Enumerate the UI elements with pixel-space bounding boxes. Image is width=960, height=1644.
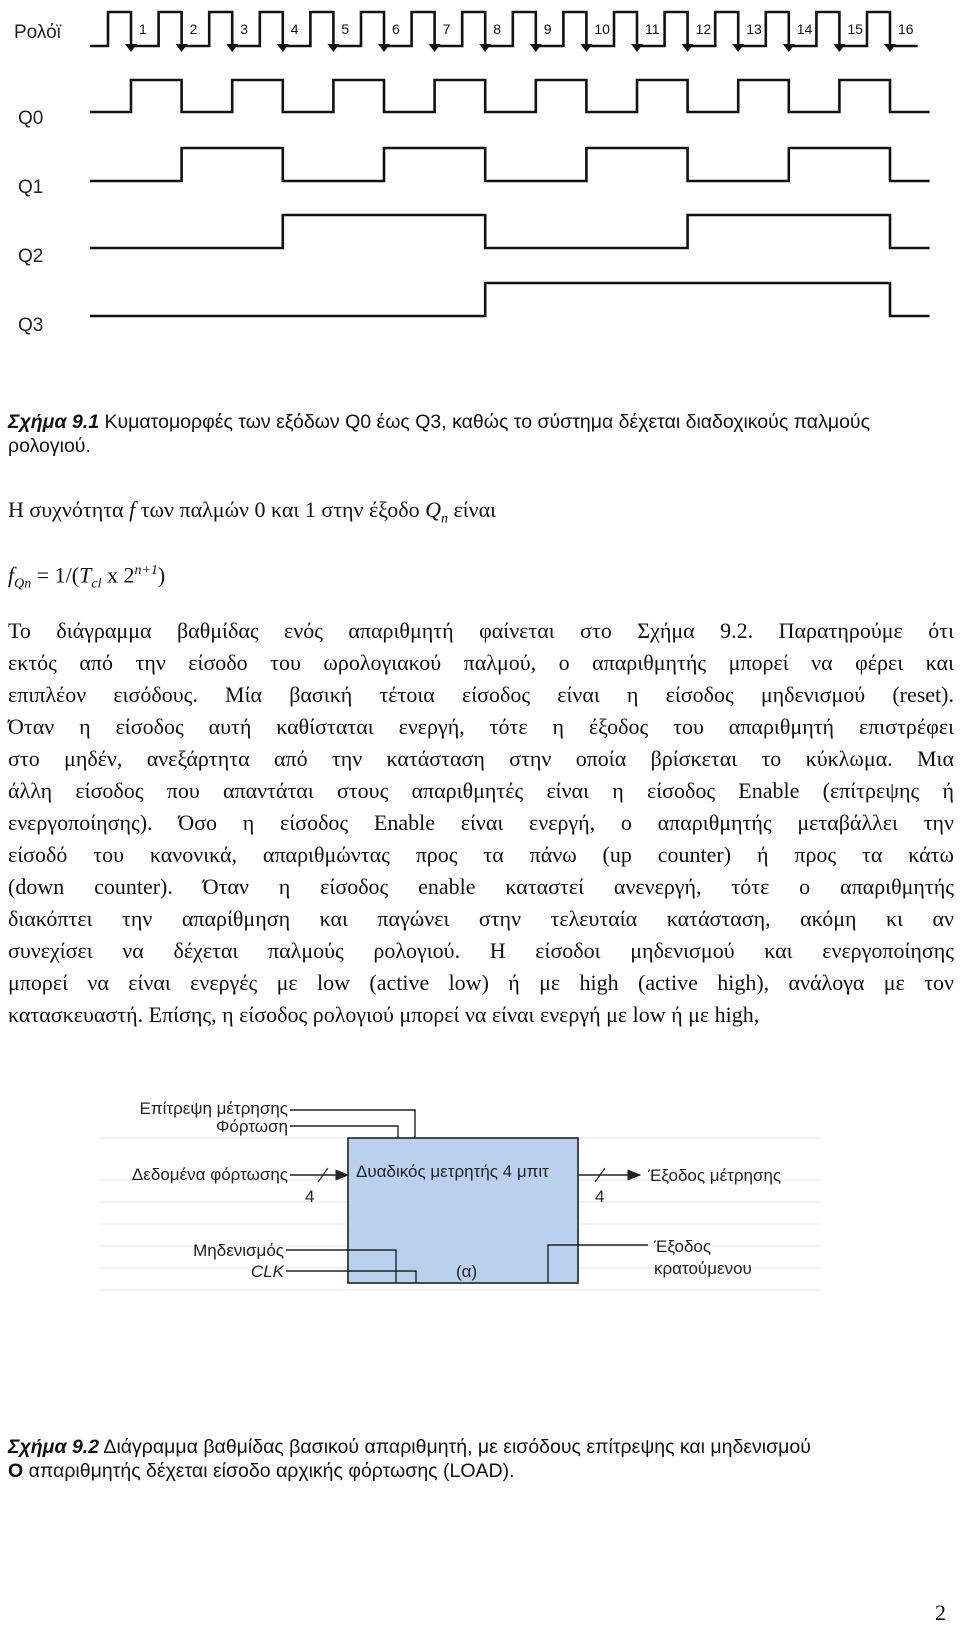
clock-pulse-number: 15	[847, 21, 863, 37]
falling-edge-arrow-icon	[277, 44, 289, 52]
paragraph-line: Όταν η είσοδος αυτή καθίσταται ενεργή, τότε η έξοδος του απαριθμητή επιστρέφει	[8, 714, 954, 739]
count-enable-label: Επίτρεψη μέτρησης	[139, 1100, 288, 1118]
formula-close: )	[157, 562, 166, 588]
q1-waveform	[90, 148, 930, 181]
figure-9-2-label: Σχήμα 9.2	[8, 1436, 100, 1458]
sub-figure-label: (α)	[456, 1262, 478, 1281]
clock-pulse-number: 3	[240, 21, 248, 37]
clock-pulse-number: 12	[695, 21, 712, 37]
load-data-label: Δεδομένα φόρτωσης	[131, 1165, 288, 1184]
freq-text-pre: Η συχνότητα	[8, 497, 130, 522]
formula-f: f	[8, 562, 15, 588]
clock-pulse-number: 13	[746, 21, 762, 37]
freq-symbol: f	[129, 497, 136, 522]
falling-edge-arrow-icon	[429, 44, 441, 52]
timing-diagram	[0, 0, 960, 350]
clock-pulses	[90, 12, 918, 46]
main-paragraph	[8, 615, 954, 1031]
q3-label: Q3	[18, 315, 44, 336]
q-symbol: Q	[425, 497, 441, 522]
clock-pulse-number: 1	[139, 21, 147, 37]
falling-edge-arrow-icon	[783, 44, 795, 52]
falling-edge-arrow-icon	[884, 44, 896, 52]
q2-waveform	[90, 215, 930, 248]
frequency-formula	[8, 555, 954, 601]
q2-label: Q2	[18, 246, 44, 267]
clock-pulse-number: 4	[290, 21, 299, 37]
frequency-sentence	[8, 494, 954, 535]
clock-pulse-number: 9	[543, 21, 552, 37]
falling-edge-arrow-icon	[378, 44, 390, 52]
load-label: Φόρτωση	[215, 1117, 288, 1136]
paragraph-line: είσοδό του κανονικά, απαριθμώντας προς τα πάνω (up counter) ή προς τα κάτω	[8, 842, 954, 867]
counter-title: Δυαδικός μετρητής 4 μπιτ	[356, 1162, 549, 1181]
formula-t: T	[79, 562, 92, 588]
figure-9-1-text: Κυματομορφές των εξόδων Q0 έως Q3, καθώς το σύστημα δέχεται διαδοχικούς παλμούς ρολογιού.	[8, 411, 870, 457]
falling-edge-arrow-icon	[682, 44, 694, 52]
falling-edge-arrow-icon	[479, 44, 491, 52]
clock-pulse-number: 11	[645, 21, 660, 37]
clock-label: Ρολόϊ	[14, 22, 61, 43]
load-line	[290, 1126, 398, 1138]
paragraph-line: Το διάγραμμα βαθμίδας ενός απαριθμητή φαίνεται στο Σχήμα 9.2. Παρατηρούμε ότι	[8, 618, 954, 643]
paragraph-line: άλλη είσοδος που απαντάται στους απαριθμητές είναι η είσοδος Enable (επίτρεψης ή	[8, 778, 954, 803]
falling-edge-arrow-icon	[732, 44, 744, 52]
figure-9-2-line2-bold: Ο	[8, 1460, 24, 1482]
paragraph-line: ενεργοποίησης). Όσο η είσοδος Enable είναι ενεργή, ο απαριθμητής μεταβάλλει την	[8, 810, 954, 835]
formula-eq: = 1/(	[31, 562, 80, 588]
formula-x: x 2	[101, 562, 135, 588]
paragraph-line: μπορεί να είναι ενεργές με low (active low) ή με high (active high), ανάλογα με τον	[8, 970, 954, 995]
figure-9-1-label: Σχήμα 9.1	[8, 411, 100, 433]
q0-label: Q0	[18, 108, 44, 129]
freq-text-mid: των παλμών 0 και 1 στην έξοδο	[135, 497, 426, 522]
paragraph-line: επιπλέον εισόδους. Μία βασική τέτοια είσοδος είναι η είσοδος μηδενισμού (reset).	[8, 682, 954, 707]
carry-out-label-2: κρατούμενου	[654, 1259, 752, 1278]
falling-edge-arrow-icon	[580, 44, 592, 52]
falling-edge-arrow-icon	[833, 44, 845, 52]
paragraph-line: εκτός από την είσοδο του ωρολογιακού παλμού, ο απαριθμητής μπορεί να φέρει και	[8, 650, 954, 675]
clock-pulse-number: 7	[442, 21, 451, 37]
reset-label: Μηδενισμός	[193, 1241, 284, 1260]
figure-9-2-text: Διάγραμμα βαθμίδας βασικού απαριθμητή, με εισόδους επίτρεψης και μηδενισμού	[99, 1436, 811, 1458]
carry-out-label-1: Έξοδος	[654, 1237, 712, 1256]
clock-pulse-number: 14	[796, 21, 813, 37]
falling-edge-arrow-icon	[327, 44, 339, 52]
clock-waveform	[90, 12, 918, 46]
clock-pulse-number: 6	[392, 21, 400, 37]
q1-label: Q1	[18, 177, 44, 198]
clock-pulse-number: 2	[189, 21, 198, 37]
clock-pulse-number: 16	[898, 21, 914, 37]
falling-edge-arrow-icon	[125, 44, 137, 52]
figure-9-1-caption	[8, 410, 954, 458]
paragraph-line: (down counter). Όταν η είσοδος enable καταστεί ανενεργή, τότε ο απαριθμητής	[8, 874, 954, 899]
formula-exponent: n+1	[134, 563, 158, 578]
clk-label: CLK	[250, 1262, 284, 1281]
falling-edge-arrow-icon	[631, 44, 643, 52]
formula-f-sub: Qn	[14, 576, 32, 592]
page-number: 2	[935, 1600, 946, 1625]
figure-9-2-caption	[8, 1435, 954, 1483]
falling-edge-arrow-icon	[176, 44, 188, 52]
clock-pulse-number: 5	[341, 21, 350, 37]
q-subscript: n	[440, 511, 448, 527]
count-enable-line	[290, 1110, 415, 1138]
paragraph-line: συνεχίσει να δέχεται παλμούς ρολογιού. Η είσοδοι μηδενισμού και ενεργοποίησης	[8, 938, 954, 963]
bus-width-out: 4	[595, 1187, 605, 1206]
paragraph-line: διακόπτει την απαρίθμηση και παγώνει στην τελευταία κατάσταση, ακόμη κι αν	[8, 906, 954, 931]
falling-edge-arrow-icon	[226, 44, 238, 52]
paragraph-line: κατασκευαστή. Επίσης, η είσοδος ρολογιού μπορεί να είναι ενεργή με low ή με high,	[8, 1002, 760, 1027]
formula-t-sub: cl	[91, 576, 102, 592]
figure-9-2-line2: απαριθμητής δέχεται είσοδο αρχικής φόρτωσης (LOAD).	[23, 1460, 515, 1482]
paragraph-line: στο μηδέν, ανεξάρτητα από την κατάσταση στην οποία βρίσκεται το κύκλωμα. Μια	[8, 746, 954, 771]
clock-pulse-numbers	[139, 21, 914, 37]
clock-pulse-number: 10	[594, 21, 610, 37]
bus-width-in: 4	[305, 1187, 315, 1206]
q3-waveform	[90, 283, 930, 316]
count-out-label: Έξοδος μέτρησης	[648, 1166, 782, 1185]
falling-edge-arrow-icon	[530, 44, 542, 52]
freq-text-post: είναι	[447, 497, 497, 522]
counter-block-diagram	[100, 1100, 840, 1365]
clock-pulse-number: 8	[493, 21, 501, 37]
q0-waveform	[90, 80, 930, 112]
